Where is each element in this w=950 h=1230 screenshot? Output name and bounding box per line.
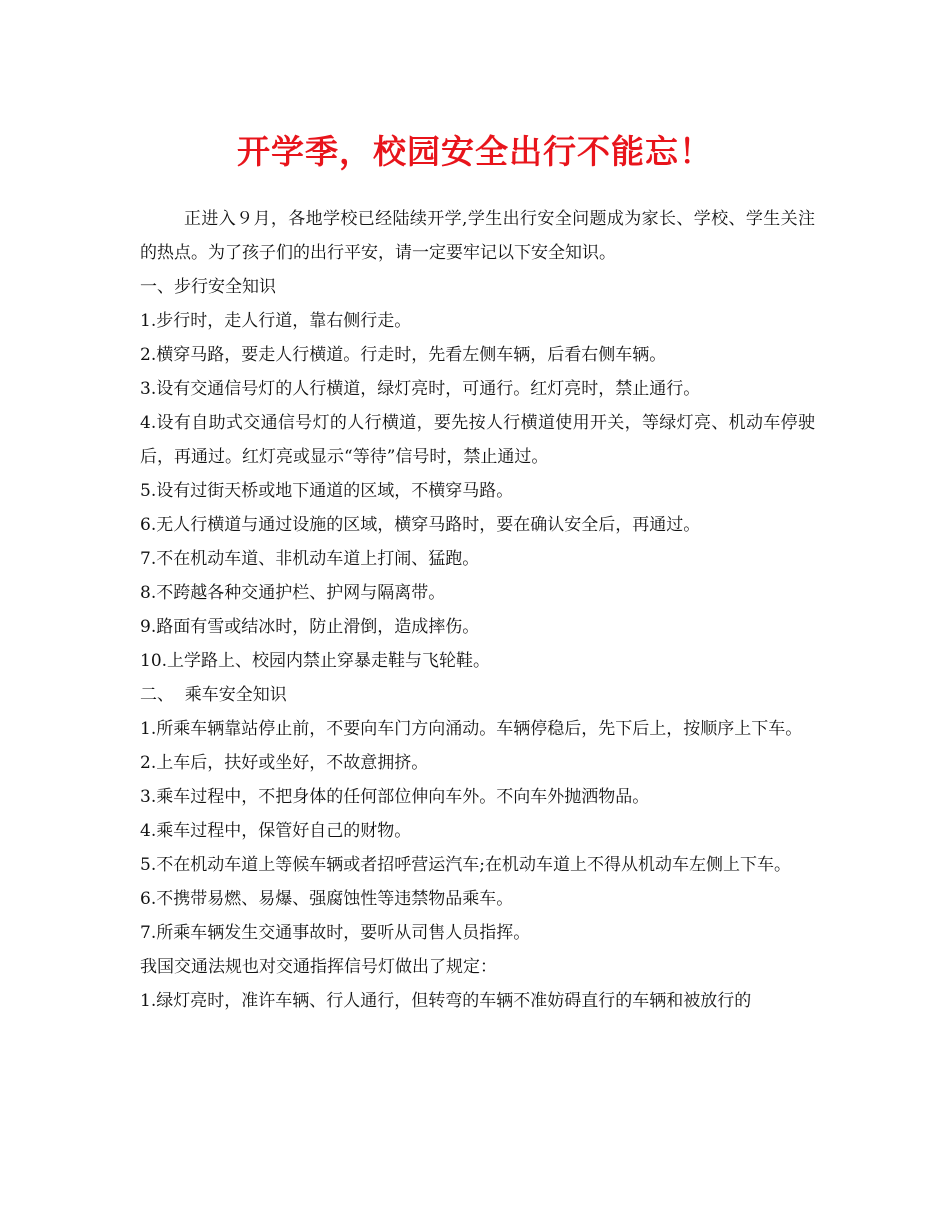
intro-paragraph: 正进入９月，各地学校已经陆续开学,学生出行安全问题成为家长、学校、学生关注的热点。为了孩子们的出行平安，请一定要牢记以下安全知识。 — [140, 209, 815, 263]
walking-item-7: 7.不在机动车道、非机动车道上打闹、猛跑。 — [140, 549, 480, 569]
document-body — [140, 202, 815, 1018]
document-title: 开学季，校园安全出行不能忘！ — [237, 132, 713, 171]
walking-item-1: 1.步行时，走人行道，靠右侧行走。 — [140, 311, 412, 331]
riding-item-6: 6.不携带易燃、易爆、强腐蚀性等违禁物品乘车。 — [140, 889, 514, 909]
walking-item-10: 10.上学路上、校园内禁止穿暴走鞋与飞轮鞋。 — [140, 651, 491, 671]
signal-rules-intro: 我国交通法规也对交通指挥信号灯做出了规定： — [140, 957, 497, 977]
riding-item-7: 7.所乘车辆发生交通事故时，要听从司售人员指挥。 — [140, 923, 531, 943]
section-heading-riding: 二、 乘车安全知识 — [140, 685, 287, 705]
walking-item-4: 4.设有自助式交通信号灯的人行横道，要先按人行横道使用开关，等绿灯亮、机动车停驶后，再通过。红灯亮或显示“等待”信号时，禁止通过。 — [140, 413, 815, 467]
walking-item-2: 2.横穿马路，要走人行横道。行走时，先看左侧车辆，后看右侧车辆。 — [140, 345, 667, 365]
walking-item-8: 8.不跨越各种交通护栏、护网与隔离带。 — [140, 583, 446, 603]
riding-item-1: 1.所乘车辆靠站停止前，不要向车门方向涌动。车辆停稳后，先下后上，按顺序上下车。 — [140, 719, 803, 739]
walking-item-9: 9.路面有雪或结冰时，防止滑倒，造成摔伤。 — [140, 617, 480, 637]
walking-item-3: 3.设有交通信号灯的人行横道，绿灯亮时，可通行。红灯亮时，禁止通行。 — [140, 379, 701, 399]
riding-item-5: 5.不在机动车道上等候车辆或者招呼营运汽车;在机动车道上不得从机动车左侧上下车。 — [140, 855, 791, 875]
walking-item-5: 5.设有过街天桥或地下通道的区域，不横穿马路。 — [140, 481, 514, 501]
signal-rule-1: 1.绿灯亮时，准许车辆、行人通行，但转弯的车辆不准妨碍直行的车辆和被放行的 — [140, 991, 752, 1011]
section-heading-walking: 一、步行安全知识 — [140, 277, 276, 297]
walking-item-6: 6.无人行横道与通过设施的区域，横穿马路时，要在确认安全后，再通过。 — [140, 515, 701, 535]
riding-item-4: 4.乘车过程中，保管好自己的财物。 — [140, 821, 412, 841]
riding-item-2: 2.上车后，扶好或坐好，不故意拥挤。 — [140, 753, 429, 773]
riding-item-3: 3.乘车过程中，不把身体的任何部位伸向车外。不向车外抛洒物品。 — [140, 787, 650, 807]
